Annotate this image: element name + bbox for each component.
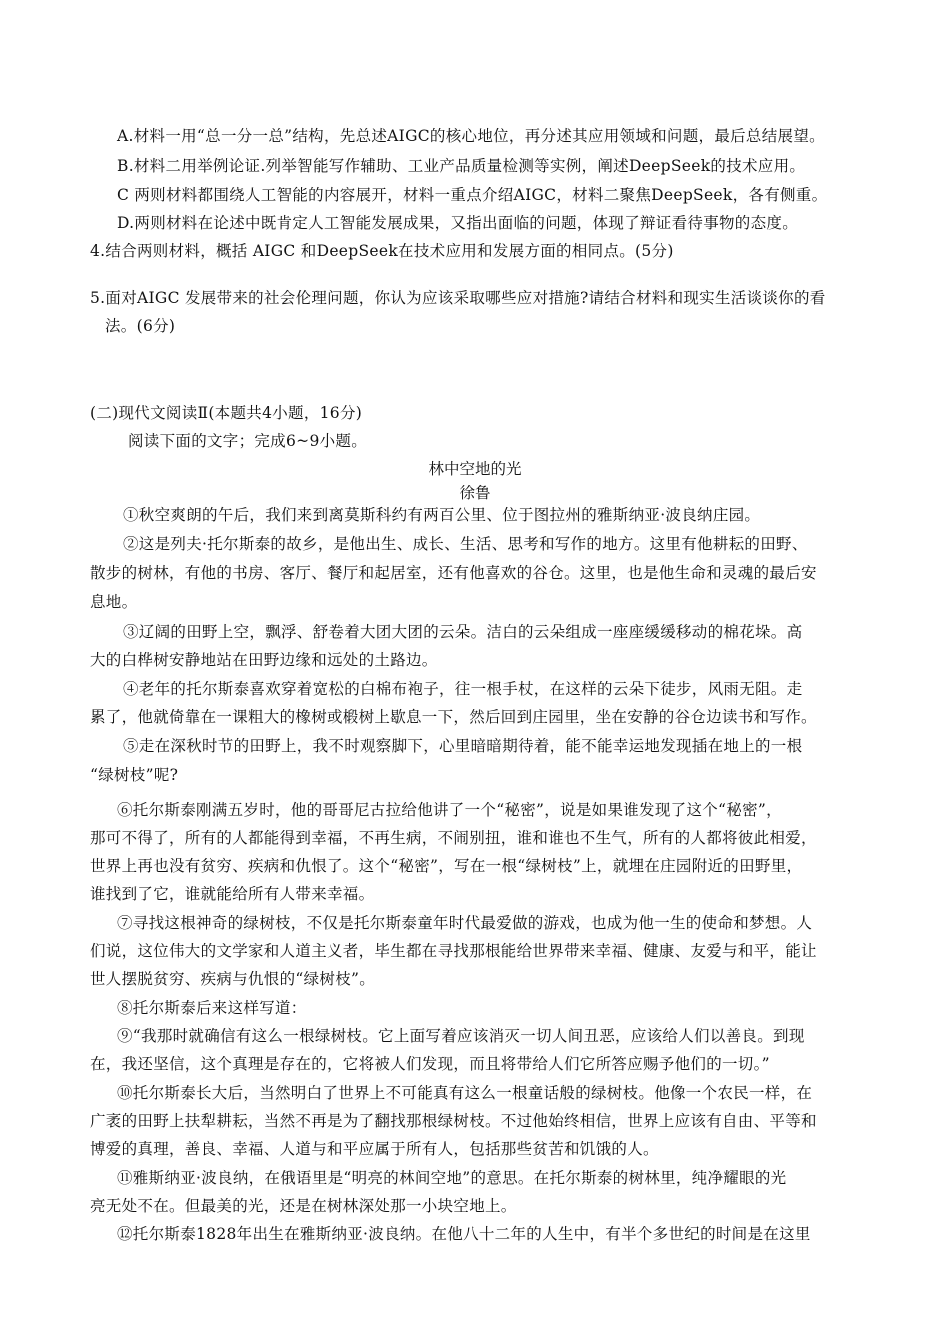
section-heading: (二)现代文阅读Ⅱ(本题共4小题，16分) — [90, 404, 363, 422]
paragraph-line: ⑦寻找这根神奇的绿树枝，不仅是托尔斯泰童年时代最爱做的游戏，也成为他一生的使命和梦想。人 — [117, 914, 813, 932]
article-author: 徐鲁 — [459, 484, 491, 502]
article-title: 林中空地的光 — [428, 460, 522, 478]
paragraph-line: ⑨“我那时就确信有这么一根绿树枝。它上面写着应该消灭一切人间丑恶，应该给人们以善良。到现 — [117, 1027, 805, 1045]
paragraph-line: ②这是列夫·托尔斯泰的故乡，是他出生、成长、生活、思考和写作的地方。这里有他耕耘的田野、 — [123, 535, 808, 553]
paragraph-line: ⑤走在深秋时节的田野上，我不时观察脚下，心里暗暗期待着，能不能幸运地发现插在地上的一根 — [123, 737, 803, 755]
paragraph-line: 亮无处不在。但最美的光，还是在树林深处那一小块空地上。 — [90, 1197, 517, 1215]
question-5-line2: 法。(6分) — [105, 317, 176, 335]
option-b: B.材料二用举例论证.列举智能写作辅助、工业产品质量检测等实例，阐述DeepSeek的技术应用。 — [117, 157, 806, 175]
paragraph-line: 谁找到了它，谁就能给所有人带来幸福。 — [90, 885, 375, 903]
option-a: A.材料一用“总一分一总”结构，先总述AIGC的核心地位，再分述其应用领域和问题，最后总结展望。 — [117, 127, 825, 145]
option-d: D.两则材料在论述中既肯定人工智能发展成果，又指出面临的问题，体现了辩证看待事物的态度。 — [117, 214, 799, 232]
paragraph-line: 世人摆脱贫穷、疾病与仇恨的“绿树枝”。 — [90, 970, 376, 988]
paragraph-line: 在，我还坚信，这个真理是存在的，它将被人们发现，而且将带给人们它所答应赐予他们的一切。” — [90, 1055, 770, 1073]
paragraph-line: 世界上再也没有贫穷、疾病和仇恨了。这个“秘密”，写在一根“绿树枝”上，就埋在庄园附近的田野里， — [90, 857, 803, 875]
paragraph-line: 博爱的真理，善良、幸福、人道与和平应属于所有人，包括那些贫苦和饥饿的人。 — [90, 1140, 659, 1158]
paragraph-line: ①秋空爽朗的午后，我们来到离莫斯科约有两百公里、位于图拉州的雅斯纳亚·波良纳庄园。 — [123, 506, 761, 524]
paragraph-line: ⑫托尔斯泰1828年出生在雅斯纳亚·波良纳。在他八十二年的人生中，有半个多世纪的时间是在这里 — [117, 1225, 811, 1243]
paragraph-line: 息地。 — [90, 593, 138, 611]
paragraph-line: 大的白桦树安静地站在田野边缘和远处的土路边。 — [90, 651, 438, 669]
paragraph-line: ⑪雅斯纳亚·波良纳，在俄语里是“明亮的林间空地”的意思。在托尔斯泰的树林里，纯净耀眼的光 — [117, 1169, 787, 1187]
paragraph-line: 们说，这位伟大的文学家和人道主义者，毕生都在寻找那根能给世界带来幸福、健康、友爱与和平，能让 — [90, 942, 817, 960]
paragraph-line: ④老年的托尔斯泰喜欢穿着宽松的白棉布袍子，往一根手杖，在这样的云朵下徒步，风雨无阻。走 — [123, 680, 803, 698]
section-instruction: 阅读下面的文字；完成6~9小题。 — [128, 432, 368, 450]
question-5-line1: 5.面对AIGC 发展带来的社会伦理问题，你认为应该采取哪些应对措施?请结合材料和现实生活谈谈你的看 — [90, 289, 826, 307]
question-4: 4.结合两则材料，概括 AIGC 和DeepSeek在技术应用和发展方面的相同点。(5分) — [90, 242, 674, 260]
paragraph-line: “绿树枝”呢? — [90, 766, 179, 784]
paragraph-line: ⑥托尔斯泰刚满五岁时，他的哥哥尼古拉给他讲了一个“秘密”，说是如果谁发现了这个“秘密”， — [117, 801, 782, 819]
paragraph-line: ③辽阔的田野上空，飘浮、舒卷着大团大团的云朵。洁白的云朵组成一座座缓缓移动的棉花垛。高 — [123, 623, 803, 641]
paragraph-line: ⑩托尔斯泰长大后，当然明白了世界上不可能真有这么一根童话般的绿树枝。他像一个农民一样，在 — [117, 1084, 813, 1102]
paragraph-line: 那可不得了，所有的人都能得到幸福，不再生病，不闹别扭，谁和谁也不生气，所有的人都将彼此相爱， — [90, 829, 817, 847]
paragraph-line: 广袤的田野上扶犁耕耘，当然不再是为了翻找那根绿树枝。不过他始终相信，世界上应该有自由、平等和 — [90, 1112, 817, 1130]
paragraph-line: 散步的树林，有他的书房、客厅、餐厅和起居室，还有他喜欢的谷仓。这里，也是他生命和灵魂的最后安 — [90, 564, 817, 582]
paragraph-line: ⑧托尔斯泰后来这样写道： — [117, 999, 307, 1017]
paragraph-line: 累了，他就倚靠在一课粗大的橡树或椴树上歇息一下，然后回到庄园里，坐在安静的谷仓边读书和写作。 — [90, 708, 817, 726]
option-c: C 两则材料都围绕人工智能的内容展开，材料一重点介绍AIGC，材料二聚焦DeepSeek，各有侧重。 — [117, 186, 828, 204]
